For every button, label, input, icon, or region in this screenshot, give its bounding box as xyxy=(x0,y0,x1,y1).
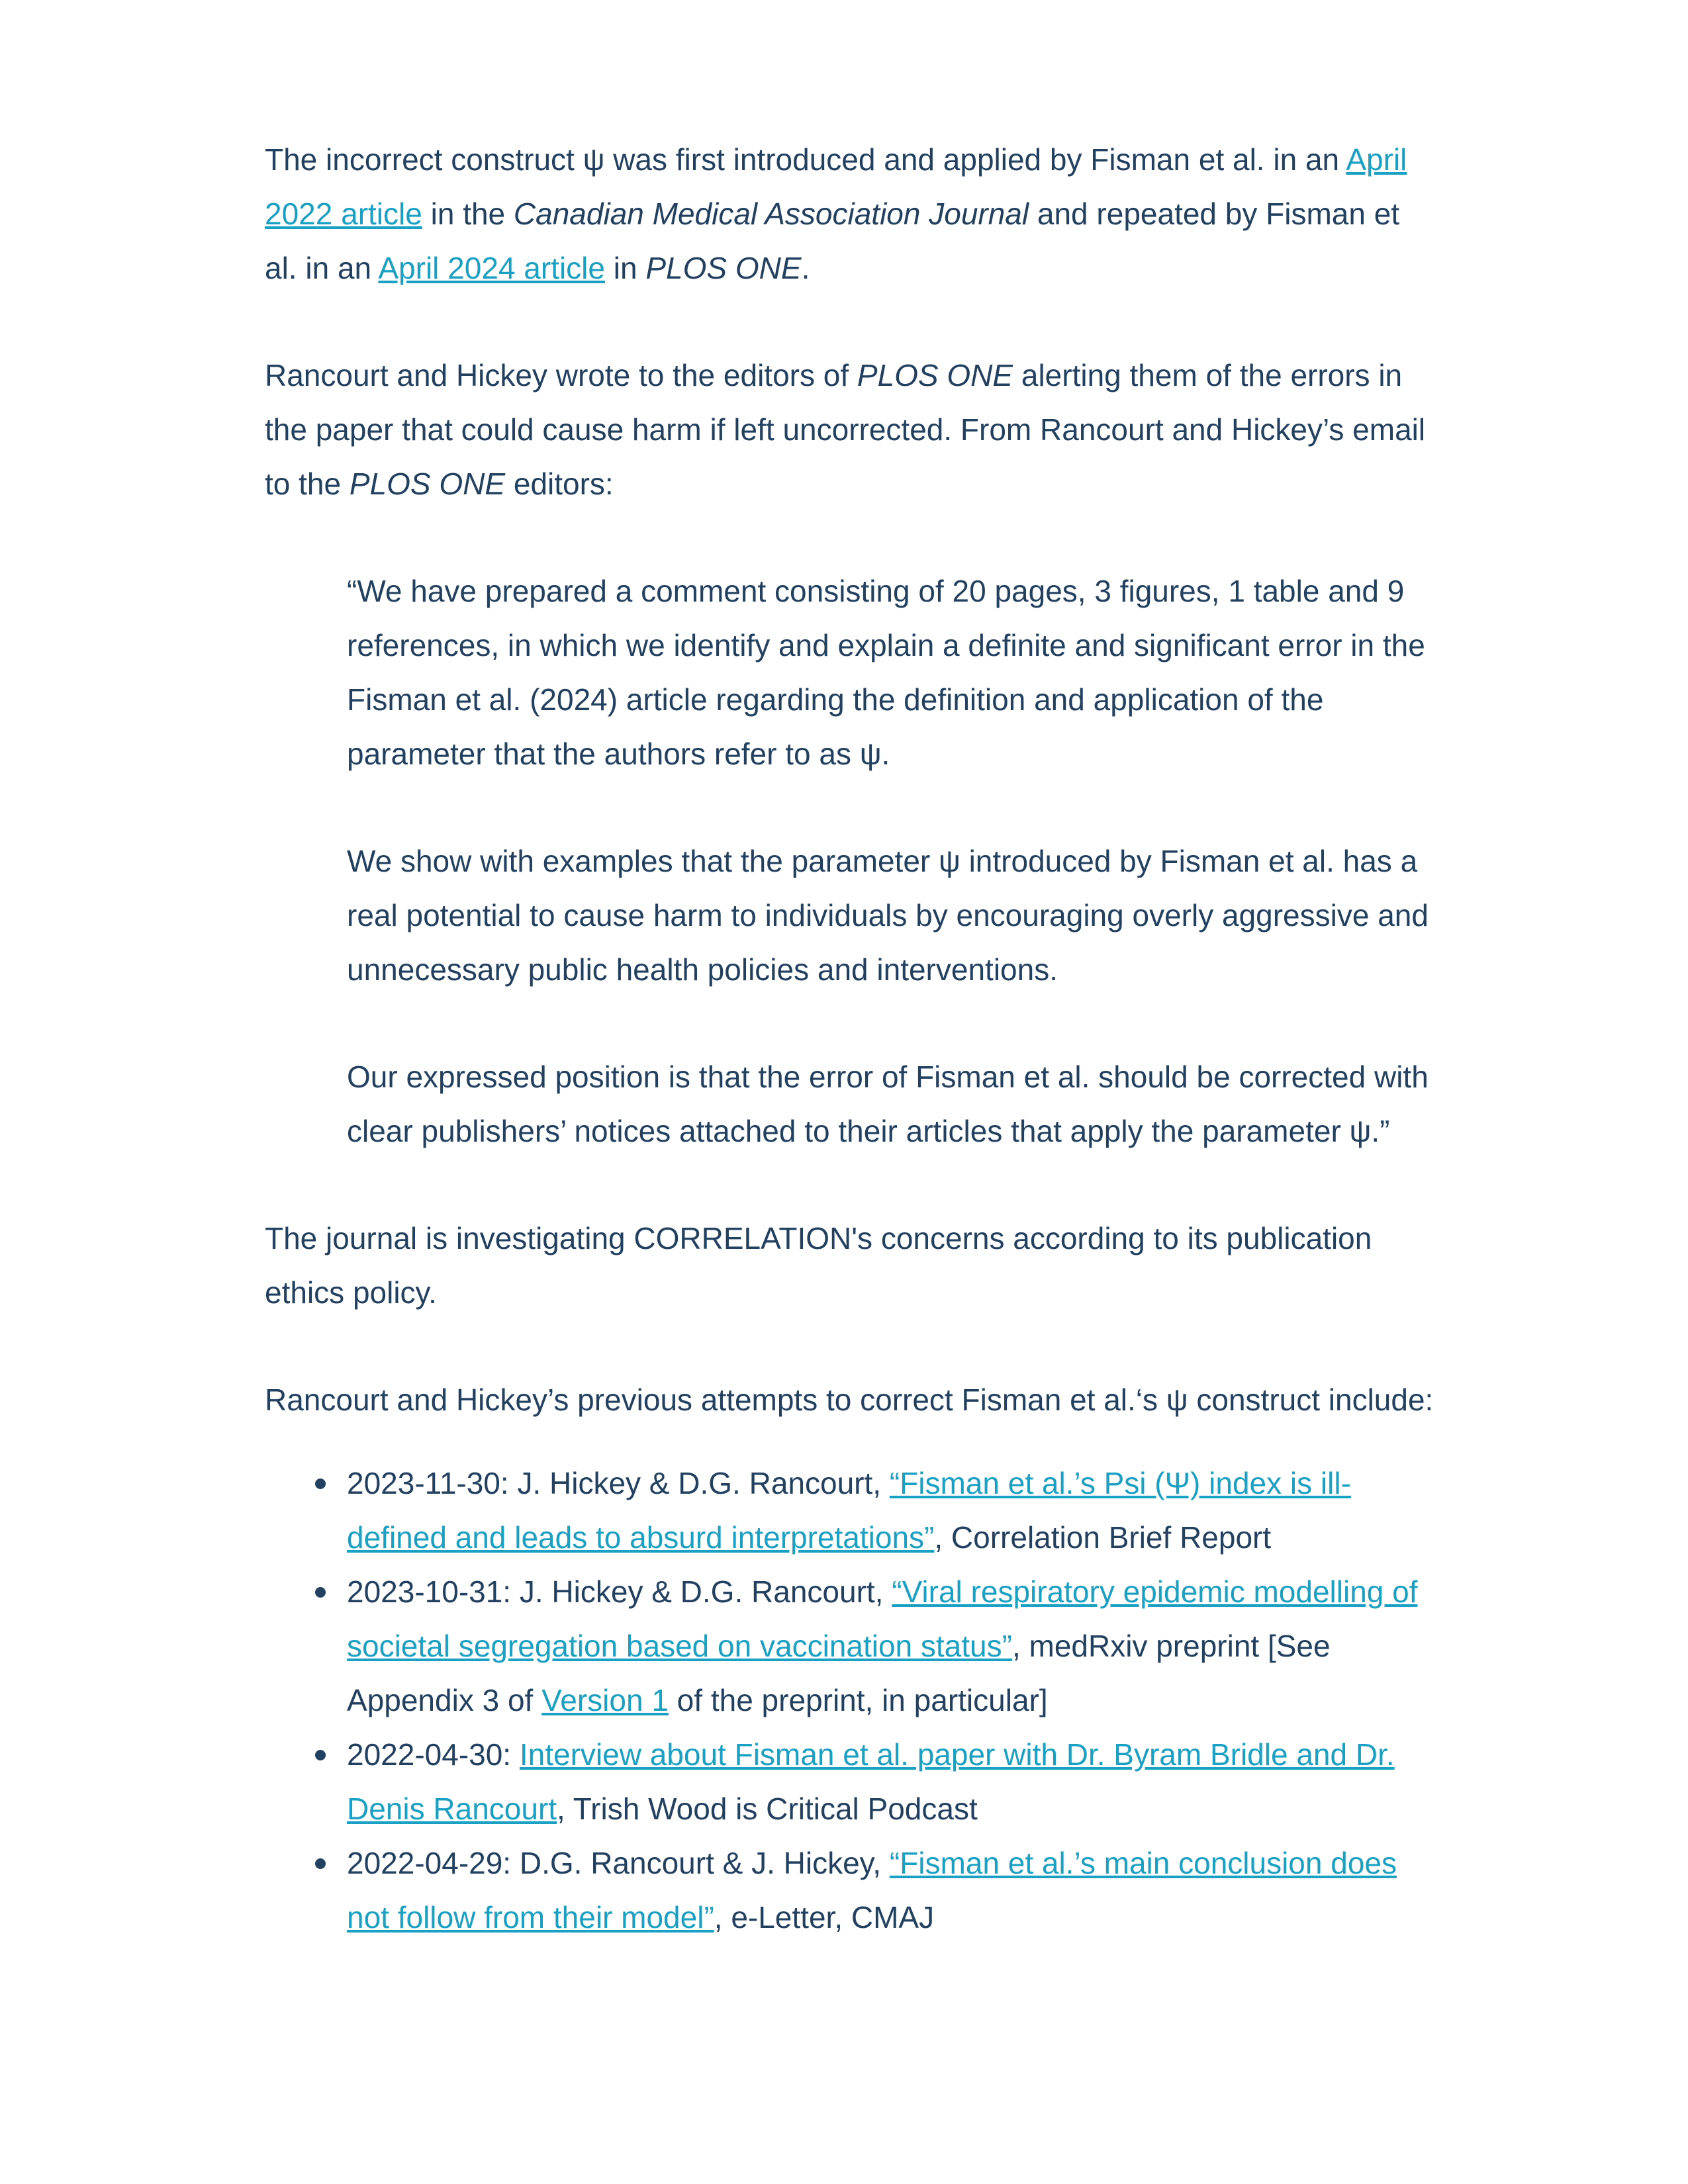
text: in xyxy=(604,251,646,285)
april-2022-article-link[interactable]: April 2022 article xyxy=(265,142,1407,231)
text: 2023-11-30: J. Hickey & D.G. Rancourt, xyxy=(347,1466,890,1500)
text: 2023-10-31: J. Hickey & D.G. Rancourt, xyxy=(347,1574,892,1609)
quote-paragraph: We show with examples that the parameter ψ introduced by Fisman et al. has a real potential to cause harm to individuals by encouraging overly aggressive and unnecessary public health policies and interventions. xyxy=(347,844,1429,987)
text: Rancourt and Hickey wrote to the editors of xyxy=(265,358,857,392)
version-1-link[interactable]: Version 1 xyxy=(541,1683,669,1717)
text: , e-Letter, CMAJ xyxy=(714,1900,935,1934)
text: , Correlation Brief Report xyxy=(934,1520,1272,1555)
text: alerting them of the errors in the paper that could cause harm if left uncorrected. From Rancourt and Hickey’s email to the xyxy=(265,358,1426,501)
list-item xyxy=(347,1565,1436,1727)
text: in the xyxy=(422,197,514,231)
editors-paragraph xyxy=(265,348,1436,511)
quote-paragraph: “We have prepared a comment consisting of 20 pages, 3 figures, 1 table and 9 references, in which we identify and explain a definite and significant error in the Fisman et al. (2024) article regarding the definition and application of the parameter that the authors refer to as ψ. xyxy=(347,574,1425,771)
quote-paragraph: Our expressed position is that the error of Fisman et al. should be corrected with clear publishers’ notices attached to their articles that apply the parameter ψ.” xyxy=(347,1060,1429,1148)
text: and repeated by Fisman et al. in an xyxy=(265,197,1400,285)
text: . xyxy=(801,251,810,285)
previous-attempts-list xyxy=(265,1456,1436,1944)
previous-attempts-paragraph: Rancourt and Hickey’s previous attempts to correct Fisman et al.‘s ψ construct include: xyxy=(265,1383,1434,1417)
journal-name-cmaj: Canadian Medical Association Journal xyxy=(513,197,1029,231)
text: editors: xyxy=(505,467,614,501)
text: 2022-04-29: D.G. Rancourt & J. Hickey, xyxy=(347,1846,890,1880)
text: The incorrect construct ψ was first introduced and applied by Fisman et al. in an xyxy=(265,142,1346,177)
journal-name-plos-one: PLOS ONE xyxy=(645,251,802,285)
document-body xyxy=(265,132,1436,1944)
journal-name-plos-one: PLOS ONE xyxy=(857,358,1013,392)
intro-paragraph xyxy=(265,132,1436,295)
text: , medRxiv preprint [See Appendix 3 of xyxy=(347,1629,1331,1717)
text: of the preprint, in particular] xyxy=(668,1683,1048,1717)
list-item xyxy=(347,1727,1436,1836)
psi-index-report-link[interactable]: “Fisman et al.’s Psi (Ψ) index is ill-defined and leads to absurd interpretations” xyxy=(347,1466,1351,1555)
podcast-interview-link[interactable]: Interview about Fisman et al. paper with Dr. Byram Bridle and Dr. Denis Rancourt xyxy=(347,1737,1395,1826)
epidemic-modelling-preprint-link[interactable]: “Viral respiratory epidemic modelling of societal segregation based on vaccination status” xyxy=(347,1574,1418,1663)
investigation-paragraph: The journal is investigating CORRELATION's concerns according to its publication ethics policy. xyxy=(265,1221,1372,1310)
list-item xyxy=(347,1836,1436,1944)
journal-name-plos-one: PLOS ONE xyxy=(349,467,506,501)
text: , Trish Wood is Critical Podcast xyxy=(557,1792,978,1826)
text: 2022-04-30: xyxy=(347,1737,520,1772)
list-item xyxy=(347,1456,1436,1565)
april-2024-article-link[interactable]: April 2024 article xyxy=(378,251,605,285)
email-blockquote xyxy=(347,564,1436,1158)
cmaj-eletter-link[interactable]: “Fisman et al.’s main conclusion does not follow from their model” xyxy=(347,1846,1397,1934)
